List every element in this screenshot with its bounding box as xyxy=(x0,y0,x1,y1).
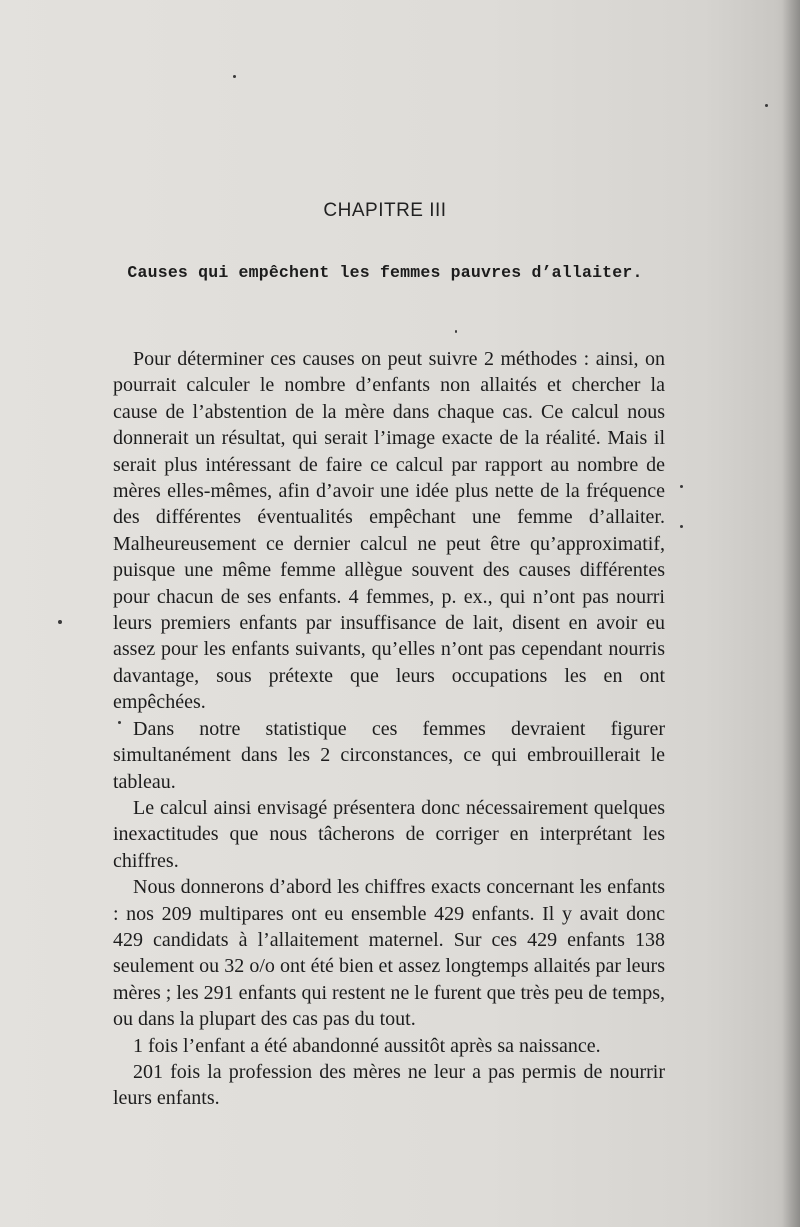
paragraph: Pour déterminer ces causes on peut suivre 2 méthodes : ainsi, on pourrait calculer le nombre d’enfants non allaités et chercher la cause de l’abstention de la mère dans chaque cas. Ce calcul nous donnerait un résultat, qui serait l’image exacte de la réalité. Mais il serait plus intéressant de faire ce calcul par rapport au nombre de mères elles-mêmes, afin d’avoir une idée plus nette de la fréquence des différentes éventualités empêchant une femme d’allaiter. Malheureusement ce dernier calcul ne peut être qu’approximatif, puisque une même femme allègue souvent des causes différentes pour chacun de ses enfants. 4 femmes, p. ex., qui n’ont pas nourri leurs premiers enfants par insuffisance de lait, disent en avoir eu assez pour les enfants suivants, qu’elles n’ont pas cependant nourris davantage, sous prétexte que leurs occupations les en ont empêchées. xyxy=(113,348,665,714)
paragraph: 1 fois l’enfant a été abandonné aussitôt après sa naissance. xyxy=(133,1034,601,1057)
dust-speck xyxy=(58,620,62,624)
dust-speck xyxy=(765,104,768,107)
paragraph: 201 fois la profession des mères ne leur a pas permis de nourrir leurs enfants. xyxy=(113,1060,665,1110)
paragraph: Dans notre statistique ces femmes devraient figurer simultanément dans les 2 circonstances, ce qui embrouillerait le tableau. xyxy=(113,717,665,793)
body-text xyxy=(113,346,665,1112)
paragraph: Nous donnerons d’abord les chiffres exacts concernant les enfants : nos 209 multipares ont eu ensemble 429 enfants. Il y avait donc 429 candidats à l’allaitement maternel. Sur ces 429 enfants 138 seulement ou 32 o/o ont été bien et assez longtemps allaités par leurs mères ; les 291 enfants qui restent ne le furent que très peu de temps, ou dans la plupart des cas pas du tout. xyxy=(113,876,665,1031)
paragraph: Le calcul ainsi envisagé présentera donc nécessairement quelques inexactitudes que nous tâcherons de corriger en interprétant les chiffres. xyxy=(113,796,665,872)
chapter-subtitle: Causes qui empêchent les femmes pauvres d’allaiter. xyxy=(127,263,643,282)
dust-speck xyxy=(455,330,457,333)
dust-speck xyxy=(680,525,683,528)
page-edge-shadow xyxy=(782,0,800,1227)
dust-speck xyxy=(233,75,236,78)
dust-speck xyxy=(680,485,683,488)
chapter-title: CHAPITRE III xyxy=(323,200,447,221)
